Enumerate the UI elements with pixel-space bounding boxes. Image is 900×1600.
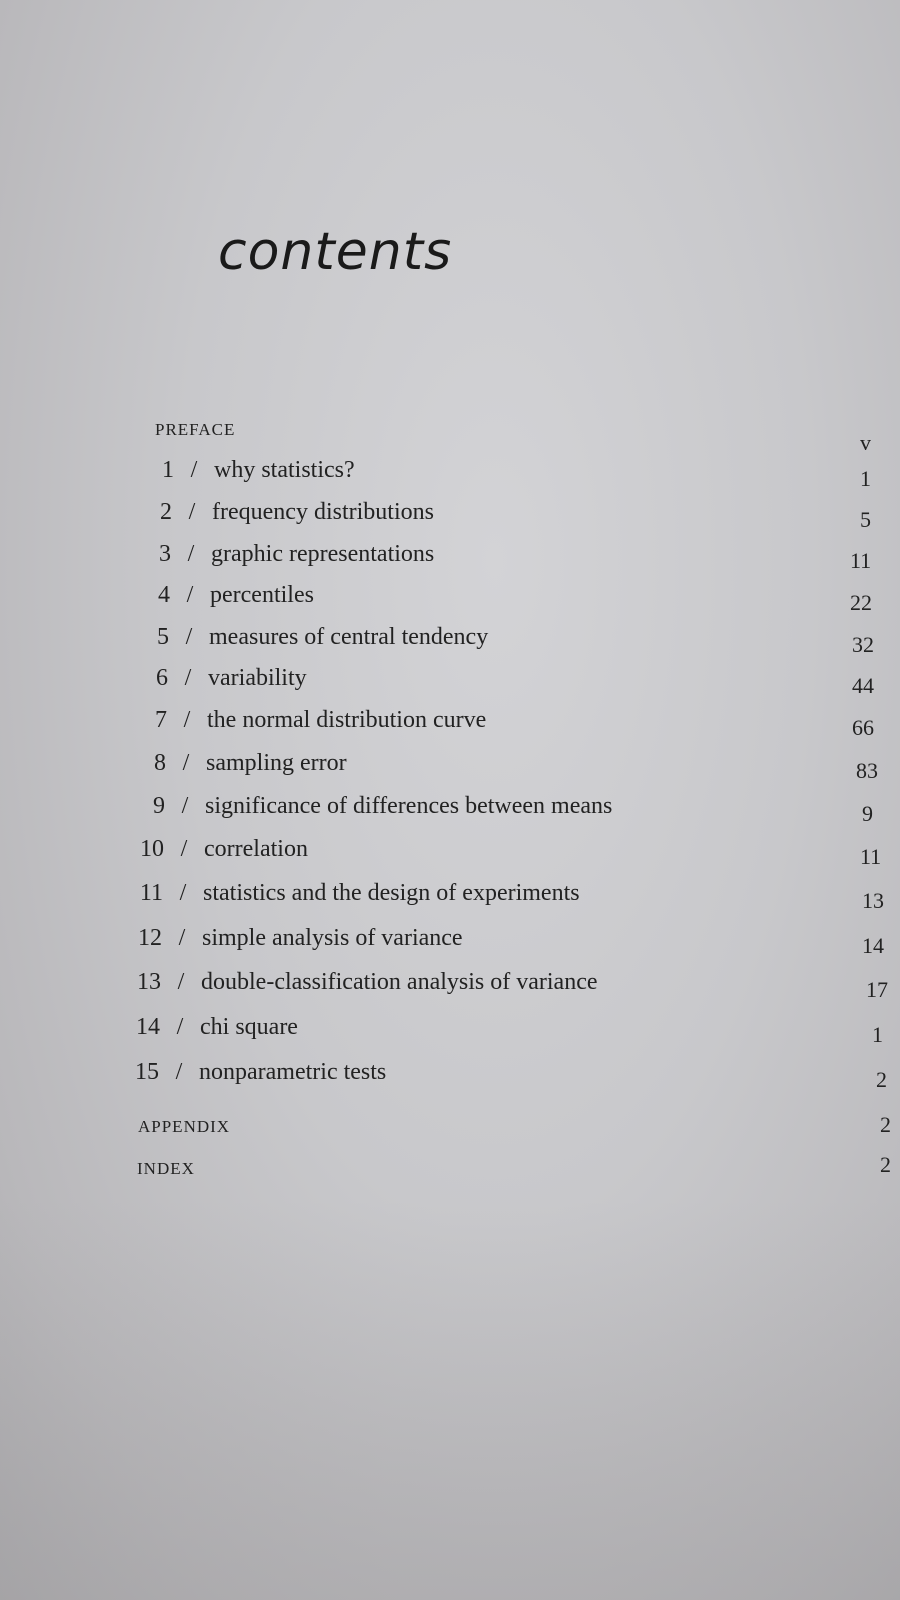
chapter-page: 32: [852, 632, 874, 657]
chapter-title: why statistics?: [214, 457, 355, 483]
chapter-separator: /: [176, 1014, 184, 1040]
chapter-separator: /: [182, 750, 190, 776]
chapter-page: 1: [860, 466, 871, 491]
chapter-separator: /: [190, 457, 198, 483]
chapter-title: percentiles: [210, 582, 314, 608]
chapter-page: 44: [852, 673, 874, 698]
chapter-page: 13: [862, 888, 884, 913]
chapter-number: 4: [158, 582, 170, 608]
chapter-separator: /: [175, 1059, 183, 1085]
toc-entry: [139, 793, 612, 820]
chapter-title: sampling error: [206, 750, 347, 776]
chapter-separator: /: [188, 499, 196, 525]
chapter-separator: /: [178, 925, 186, 951]
chapter-separator: /: [183, 707, 191, 733]
chapter-number: 14: [136, 1014, 160, 1040]
chapter-number: 13: [137, 969, 161, 995]
chapter-page: 5: [860, 507, 871, 532]
chapter-page: 11: [860, 844, 882, 869]
chapter-separator: /: [184, 665, 192, 691]
chapter-number: 7: [155, 707, 167, 733]
chapter-title: measures of central tendency: [209, 624, 489, 650]
chapter-title: simple analysis of variance: [202, 925, 463, 951]
chapter-separator: /: [185, 624, 193, 650]
chapter-title: statistics and the design of experiments: [203, 880, 580, 906]
chapter-title: graphic representations: [211, 541, 435, 567]
chapter-title: nonparametric tests: [199, 1059, 387, 1085]
toc-entry: [140, 750, 347, 777]
toc-entry: [144, 582, 314, 609]
chapter-number: 12: [138, 925, 162, 951]
chapter-page: 14: [862, 933, 884, 958]
toc-entry: [138, 836, 308, 863]
chapter-page: 1: [872, 1022, 883, 1047]
chapter-number: 15: [135, 1059, 159, 1085]
chapter-number: 9: [153, 793, 165, 819]
toc-entry: [142, 665, 307, 692]
chapter-number: 10: [140, 836, 164, 862]
toc-entry: [146, 499, 434, 526]
toc-entry: [148, 457, 355, 484]
chapter-number: 3: [159, 541, 171, 567]
chapter-title: chi square: [200, 1014, 298, 1040]
chapter-number: 8: [154, 750, 166, 776]
toc-entry: [136, 925, 463, 952]
chapter-number: 11: [139, 880, 163, 906]
chapter-separator: /: [177, 969, 185, 995]
toc-appendix-label: APPENDIX: [138, 1117, 231, 1136]
toc-preface-page: v: [860, 430, 871, 455]
chapter-title: the normal distribution curve: [207, 707, 487, 733]
toc-entry: [137, 880, 580, 907]
toc-entry: [145, 541, 434, 568]
toc-entry: [133, 1059, 386, 1086]
toc-index-label: INDEX: [137, 1159, 195, 1178]
chapter-number: 1: [162, 457, 174, 483]
chapter-page: 2: [876, 1067, 887, 1092]
toc-entry: [143, 624, 488, 651]
chapter-number: 6: [156, 665, 168, 691]
chapter-number: 5: [157, 624, 169, 650]
chapter-title: frequency distributions: [212, 499, 434, 525]
page-title: contents: [218, 222, 453, 282]
chapter-title: variability: [208, 665, 307, 691]
toc-preface-label: PREFACE: [155, 420, 236, 439]
chapter-page: 66: [852, 715, 874, 740]
chapter-page: 83: [856, 758, 878, 783]
chapter-page: 9: [862, 801, 873, 826]
toc-entry: [134, 1014, 298, 1041]
chapter-page: 22: [850, 590, 872, 615]
chapter-title: correlation: [204, 836, 308, 862]
toc-entry: [141, 707, 486, 734]
toc-entry: [135, 969, 598, 996]
chapter-page: 11: [850, 548, 872, 573]
chapter-title: double-classification analysis of variance: [201, 969, 598, 995]
chapter-separator: /: [187, 541, 195, 567]
chapter-separator: /: [186, 582, 194, 608]
chapter-separator: /: [181, 793, 189, 819]
page-shadow: [0, 1200, 900, 1600]
toc-appendix-page: 2: [880, 1112, 891, 1137]
chapter-title: significance of differences between means: [205, 793, 613, 819]
toc-index-page: 2: [880, 1152, 891, 1177]
chapter-number: 2: [160, 499, 172, 525]
chapter-page: 17: [866, 977, 888, 1002]
chapter-separator: /: [179, 880, 187, 906]
chapter-separator: /: [180, 836, 188, 862]
